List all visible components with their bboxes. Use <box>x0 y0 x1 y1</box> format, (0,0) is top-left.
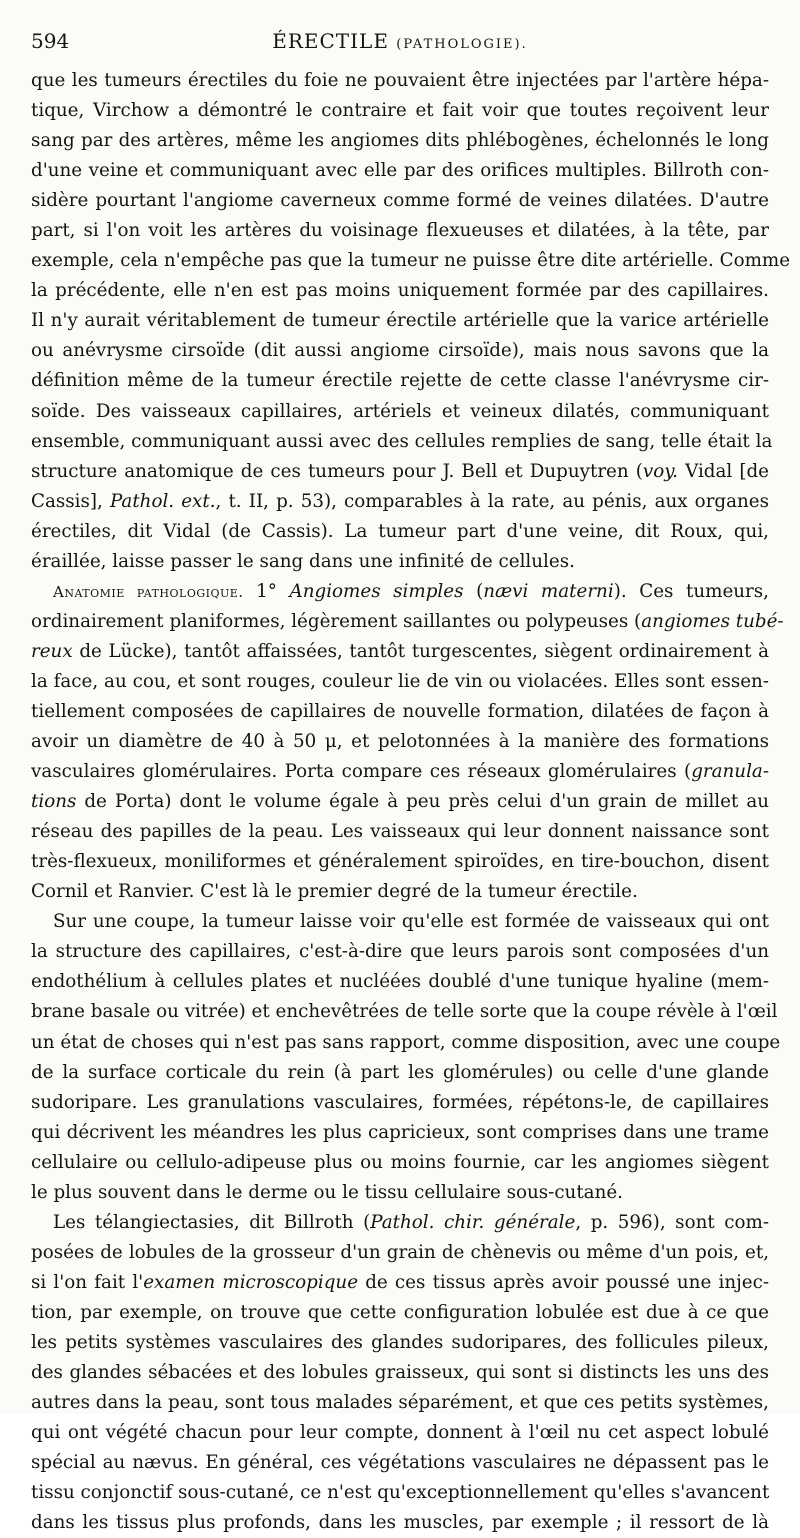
text-line: cellulaire ou cellulo-adipeuse plus ou moins fournie, car les angiomes siègent <box>31 1151 769 1173</box>
text-line: érectiles, dit Vidal (de Cassis). La tumeur part d'une veine, dit Roux, qui, <box>31 520 769 542</box>
italic-phrase: Pathol. chir. générale <box>370 1211 576 1233</box>
text-line: exemple, cela n'empêche pas que la tumeur ne puisse être dite artérielle. Comme <box>31 250 791 272</box>
italic-phrase: examen microscopique <box>143 1271 359 1293</box>
text-line: d'une veine et communiquant avec elle par des orifices multiples. Billroth con- <box>31 160 769 182</box>
running-head <box>31 28 769 54</box>
text-line: dans les tissus plus profonds, dans les muscles, par exemple ; il ressort de là <box>31 1512 769 1534</box>
text-line: très-flexueux, moniliformes et généralement spiroïdes, en tire-bouchon, disent <box>31 851 769 873</box>
text-line: qui ont végété chacun pour leur compte, donnent à l'œil nu cet aspect lobulé <box>31 1422 769 1444</box>
text-line: le plus souvent dans le derme ou le tissu cellulaire sous-cutané. <box>31 1181 623 1203</box>
text-line: des glandes sébacées et des lobules graisseux, qui sont si distincts les uns des <box>31 1362 769 1384</box>
text-line: un état de choses qui n'est pas sans rapport, comme disposition, avec une coupe <box>31 1031 781 1053</box>
section-heading: Anatomie pathologique. <box>53 582 244 601</box>
text-line: avoir un diamètre de 40 à 50 μ, et pelotonnées à la manière des formations <box>31 731 769 753</box>
text-line: si l'on fait l'examen microscopique de ces tissus après avoir poussé une injec- <box>31 1271 769 1293</box>
text-line: sang par des artères, même les angiomes dits phlébogènes, échelonnés le long <box>31 130 769 152</box>
italic-phrase: nævi materni <box>483 580 614 602</box>
text-line: Cassis], Pathol. ext., t. II, p. 53), comparables à la rate, au pénis, aux organes <box>31 490 770 512</box>
text-line: ensemble, communiquant aussi avec des cellules remplies de sang, telle était la <box>31 430 773 452</box>
text-line: Les télangiectasies, dit Billroth (Pathol. chir. générale, p. 596), sont com- <box>53 1211 770 1233</box>
italic-phrase: reux <box>31 640 73 662</box>
text-line: Cornil et Ranvier. C'est là le premier degré de la tumeur érectile. <box>31 881 638 903</box>
running-title <box>31 28 769 58</box>
text-line: Sur une coupe, la tumeur laisse voir qu'elle est formée de vaisseaux qui ont <box>53 911 769 933</box>
text-line: réseau des papilles de la peau. Les vaisseaux qui leur donnent naissance sont <box>31 821 769 843</box>
text-line: de la surface corticale du rein (à part les glomérules) ou celle d'une glande <box>31 1061 769 1083</box>
text-line: ordinairement planiformes, légèrement saillantes ou polypeuses (angiomes tubé- <box>31 610 784 632</box>
text-line: tiellement composées de capillaires de nouvelle formation, dilatées de façon à <box>31 700 769 722</box>
text-line: tions de Porta) dont le volume égale à peu près celui d'un grain de millet au <box>31 791 769 813</box>
italic-phrase: angiomes tubé- <box>641 610 784 632</box>
text-line: tique, Virchow a démontré le contraire et fait voir que toutes reçoivent leur <box>31 100 769 122</box>
text-line: que les tumeurs érectiles du foie ne pouvaient être injectées par l'artère hépa- <box>31 70 769 91</box>
text-line: ou anévrysme cirsoïde (dit aussi angiome cirsoïde), mais nous savons que la <box>31 340 769 362</box>
text-line: sidère pourtant l'angiome caverneux comme formé de veines dilatées. D'autre <box>31 190 769 212</box>
text-line: tissu conjonctif sous-cutané, ce n'est qu'exceptionnellement qu'elles s'avancent <box>31 1482 770 1504</box>
running-title-main: ÉRECTILE <box>272 29 389 53</box>
text-line: Anatomie pathologique. 1° Angiomes simples (nævi materni). Ces tumeurs, <box>53 580 769 602</box>
text-line: Il n'y aurait véritablement de tumeur érectile artérielle que la varice artérielle <box>31 310 769 332</box>
text-line: la face, au cou, et sont rouges, couleur lie de vin ou violacées. Elles sont essen- <box>31 670 769 692</box>
text-line: vasculaires glomérulaires. Porta compare ces réseaux glomérulaires (granula- <box>31 761 769 783</box>
text-line: soïde. Des vaisseaux capillaires, artériels et veineux dilatés, communiquant <box>31 400 769 422</box>
text-line: reux de Lücke), tantôt affaissées, tantôt turgescentes, siègent ordinairement à <box>31 640 769 662</box>
text-line: sudoripare. Les granulations vasculaires, formées, répétons-le, de capillaires <box>31 1091 769 1113</box>
page-number: 594 <box>31 29 70 53</box>
text-line: définition même de la tumeur érectile rejette de cette classe l'anévrysme cir- <box>31 370 769 392</box>
text-line: part, si l'on voit les artères du voisinage flexueuses et dilatées, à la tête, par <box>31 220 769 242</box>
italic-phrase: granula- <box>691 761 769 783</box>
text-line: autres dans la peau, sont tous malades séparément, et que ces petits systèmes, <box>31 1392 769 1414</box>
text-line: éraillée, laisse passer le sang dans une infinité de cellules. <box>31 550 575 572</box>
body-text <box>31 66 791 1538</box>
text-line: endothélium à cellules plates et nucléées doublé d'une tunique hyaline (mem- <box>31 971 769 993</box>
text-line: spécial au nævus. En général, ces végétations vasculaires ne dépassent pas le <box>31 1452 769 1474</box>
text-line: brane basale ou vitrée) et enchevêtrées de telle sorte que la coupe révèle à l'œil <box>31 1001 778 1023</box>
running-title-section: (PATHOLOGIE). <box>396 37 528 52</box>
text-line: structure anatomique de ces tumeurs pour J. Bell et Dupuytren (voy. Vidal [de <box>31 460 770 482</box>
text-line: qui décrivent les méandres les plus capricieux, sont comprises dans une trame <box>31 1121 769 1143</box>
text-line: la précédente, elle n'en est pas moins uniquement formée par des capillaires. <box>31 280 769 302</box>
italic-phrase: Pathol. ext. <box>109 490 216 512</box>
italic-phrase: voy. <box>642 460 678 482</box>
italic-phrase: Angiomes simples <box>289 580 464 602</box>
text-line: la structure des capillaires, c'est-à-dire que leurs parois sont composées d'un <box>31 941 769 963</box>
text-line: les petits systèmes vasculaires des glandes sudoripares, des follicules pileux, <box>31 1331 769 1353</box>
italic-phrase: tions <box>31 791 77 813</box>
text-line: posées de lobules de la grosseur d'un grain de chènevis ou même d'un pois, et, <box>31 1241 769 1263</box>
text-line: tion, par exemple, on trouve que cette configuration lobulée est due à ce que <box>31 1301 769 1323</box>
